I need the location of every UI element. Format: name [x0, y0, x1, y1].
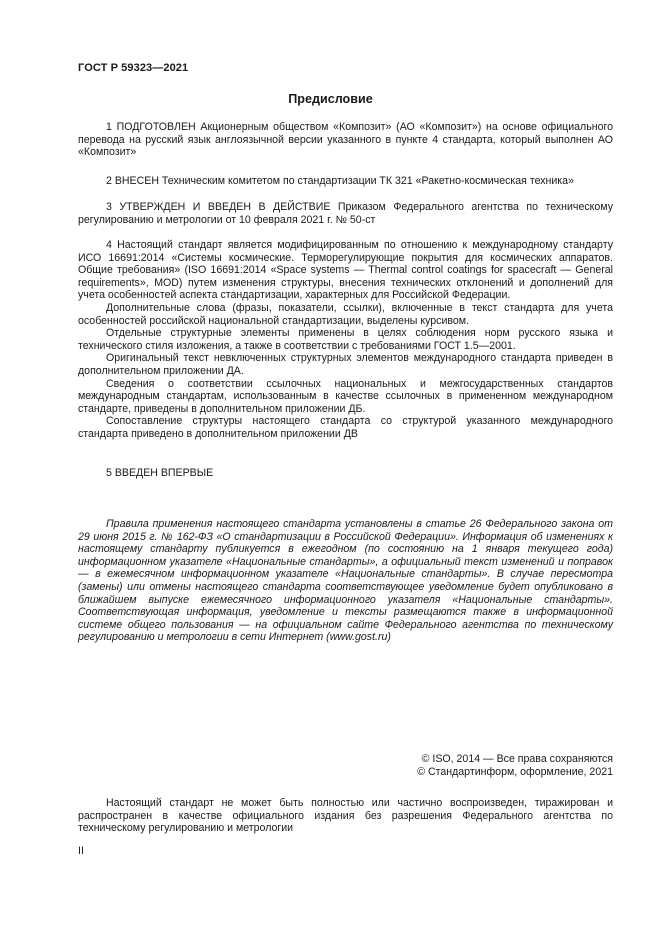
paragraph: Оригинальный текст невключенных структурных элементов международного стандарта приведен в дополнительном приложении ДА. — [78, 352, 613, 377]
foreword-item-1 — [78, 121, 613, 159]
foreword-item-5 — [78, 467, 613, 480]
paragraph: Отдельные структурные элементы применены в целях соблюдения норм русского языка и технического стиля изложения, а также в соответствии с требованиями ГОСТ 1.5—2001. — [78, 327, 613, 352]
foreword-item-3 — [78, 201, 613, 226]
paragraph: Сведения о соответствии ссылочных национальных и межгосударственных стандартов международным стандартам, использованным в качестве ссылочных в примененном международном стандарте, приведены в дополнительном приложении ДБ. — [78, 377, 613, 415]
foreword-item-2 — [78, 175, 613, 188]
section-title: Предисловие — [288, 92, 373, 106]
document-id-header: ГОСТ Р 59323—2021 — [78, 62, 189, 74]
copyright-standartinform: © Стандартинформ, оформление, 2021 — [417, 765, 613, 778]
paragraph: 2 ВНЕСЕН Техническим комитетом по стандартизации ТК 321 «Ракетно-космическая техника» — [106, 175, 574, 187]
paragraph: Сопоставление структуры настоящего стандарта со структурой указанного международного стандарта приведено в дополнительном приложении ДВ — [78, 415, 613, 440]
copyright-block — [78, 753, 613, 778]
notice-text: Правила применения настоящего стандарта установлены в статье 26 Федерального закона от 29 июня 2015 г. № 162-ФЗ «О стандартизации в Российской Федерации». Информация об изменениях к настоящему стандарту публикуется в ежегодном (по состоянию на 1 января текущего года) информационном указателе «Национальные стандарты», а официальный текст изменений и поправок — в ежемесячном информационном указателе «Национальные стандарты». В случае пересмотра (замены) или отмены настоящего стандарта соответствующее уведомление будет опубликовано в ближайшем выпуске ежемесячного информационного указателя «Национальные стандарты». Соответствующая информация, уведомление и тексты размещаются также в информационной системе общего пользования — на официальном сайте Федерального агентства по техническому регулированию и метрологии в сети Интернет (www.gost.ru) — [78, 518, 613, 644]
legal-text: Настоящий стандарт не может быть полностью или частично воспроизведен, тиражирован и распространен в качестве официального издания без разрешения Федерального агентства по техническому регулированию и метрологии — [78, 797, 613, 835]
page-number: II — [78, 845, 84, 857]
paragraph: 3 УТВЕРЖДЕН И ВВЕДЕН В ДЕЙСТВИЕ Приказом Федерального агентства по техническому регулированию и метрологии от 10 февраля 2021 г. № 50-ст — [78, 201, 613, 226]
copyright-iso: © ISO, 2014 — Все права сохраняются — [421, 753, 613, 765]
application-rules-notice — [78, 518, 613, 644]
paragraph: 1 ПОДГОТОВЛЕН Акционерным обществом «Композит» (АО «Композит») на основе официального перевода на русский язык англоязычной версии указанного в пункте 4 стандарта, который выполнен АО «Композит» — [78, 121, 613, 159]
paragraph: 4 Настоящий стандарт является модифицированным по отношению к международному стандарту ИСО 16691:2014 «Системы космические. Терморегулирующие покрытия для космических аппаратов. Общие требования» (ISO 16691:2014 «Space systems — Thermal control coatings for spacecraft — General requirements», MOD) путем изменения структуры, внесения технических отклонений и дополнений для учета особенностей аспекта стандартизации, характерных для Российской Федерации. — [78, 239, 613, 302]
foreword-item-4 — [78, 239, 613, 441]
paragraph: Дополнительные слова (фразы, показатели, ссылки), включенные в текст стандарта для учета особенностей российской национальной стандартизации, выделены курсивом. — [78, 301, 613, 327]
reproduction-notice — [78, 797, 613, 835]
paragraph: 5 ВВЕДЕН ВПЕРВЫЕ — [106, 467, 214, 479]
